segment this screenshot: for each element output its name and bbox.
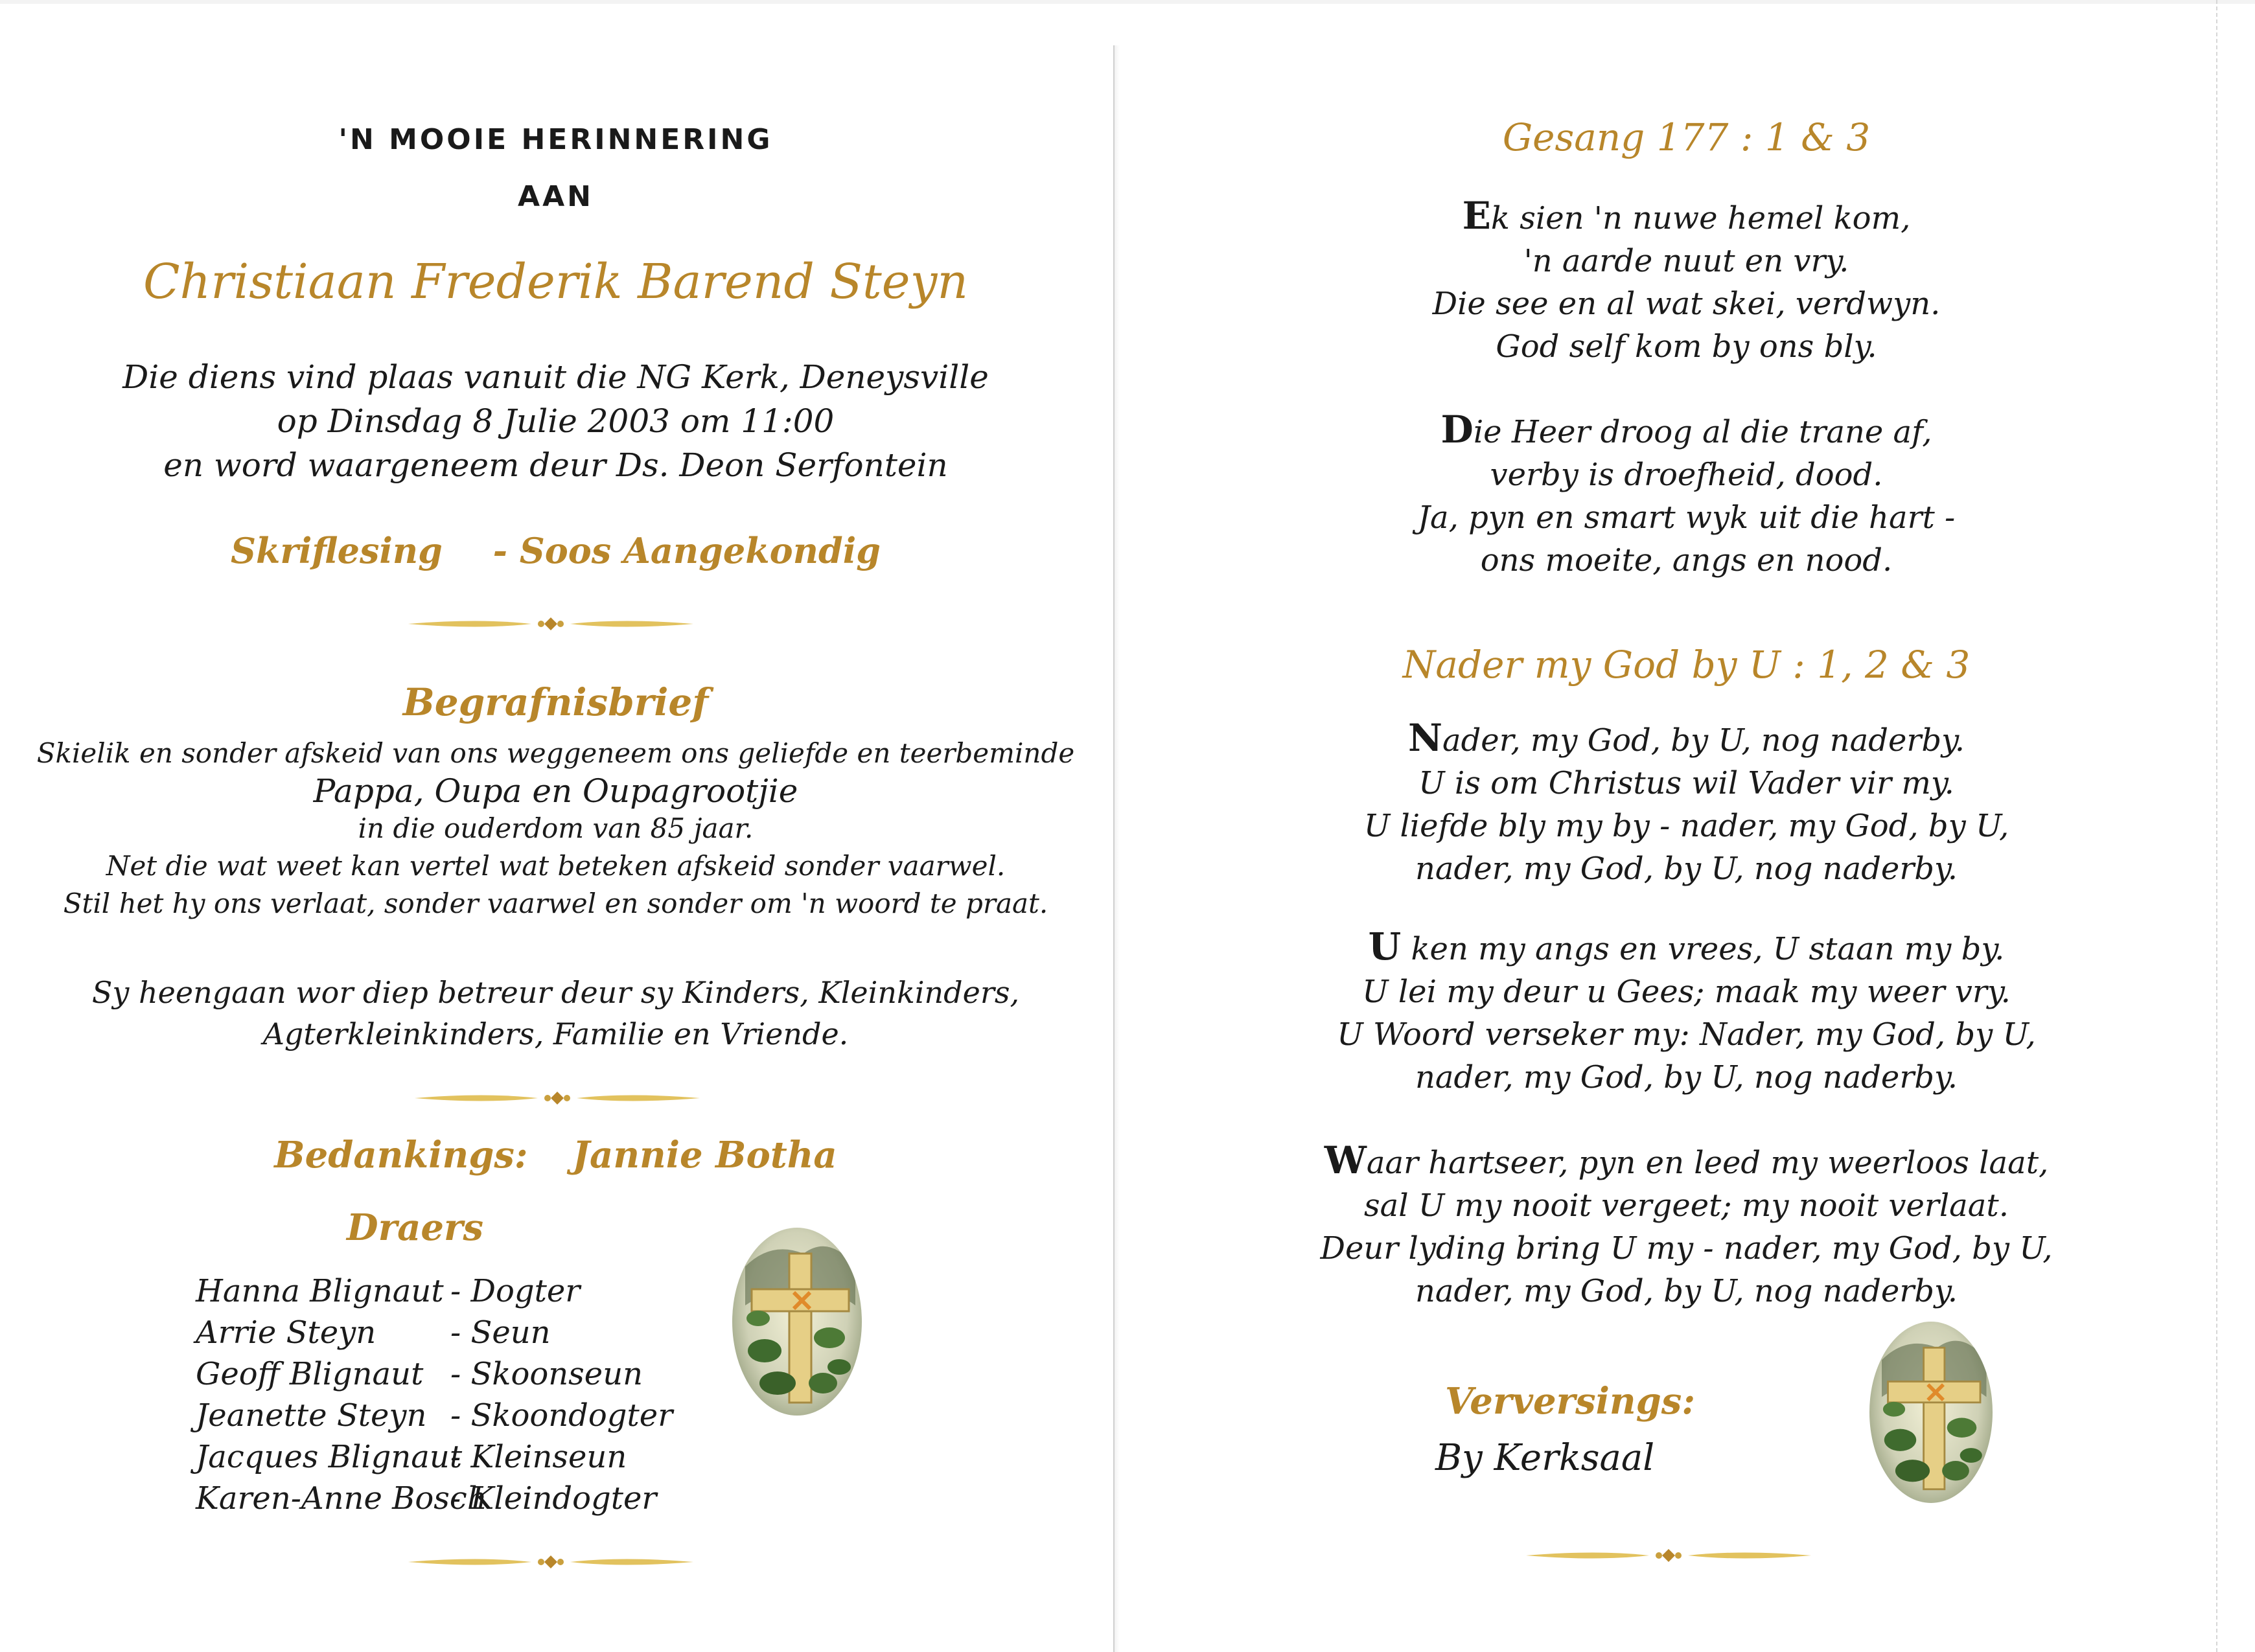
burial-line: Skielik en sonder afskeid van ons weggeneem ons geliefde en teerbeminde xyxy=(36,737,1075,769)
bearer-name: Jeanette Steyn xyxy=(196,1397,427,1434)
bearer-name: Geoff Blignaut xyxy=(196,1356,424,1392)
verse-line: U lei my deur u Gees; maak my weer vry. xyxy=(1362,974,2011,1010)
verse-line: sal U my nooit vergeet; my nooit verlaat. xyxy=(1364,1187,2009,1224)
cross-ivy-image xyxy=(1869,1322,1993,1503)
verse-line: aar hartseer, pyn en leed my weerloos laat, xyxy=(1366,1145,2049,1181)
verse-line: nader, my God, by U, nog naderby. xyxy=(1415,1059,1958,1096)
deckle-edge xyxy=(2216,0,2237,1652)
hymn1-title: Gesang 177 : 1 & 3 xyxy=(1502,115,1871,159)
verse-line: God self kom by ons bly. xyxy=(1496,328,1877,365)
gold-ornament-divider xyxy=(415,1090,700,1107)
verse-initial: W xyxy=(1324,1138,1367,1182)
verse-initial: D xyxy=(1440,407,1474,452)
burial-line: Net die wat weet kan vertel wat beteken afskeid sonder vaarwel. xyxy=(106,850,1006,882)
burial-letter-title: Begrafnisbrief xyxy=(402,680,709,724)
hymn2-verse-1 xyxy=(1118,717,2255,890)
gold-ornament-divider xyxy=(408,1554,693,1570)
hymn1-verse-2 xyxy=(1118,408,2255,582)
thanks-line xyxy=(0,1134,1111,1176)
verse-line: ader, my God, by U, nog naderby. xyxy=(1442,722,1965,759)
service-details xyxy=(0,355,1111,487)
scripture-label: Skriflesing xyxy=(231,530,443,571)
verse-line: k sien 'n nuwe hemel kom, xyxy=(1490,200,1911,236)
bearer-name: Arrie Steyn xyxy=(196,1314,376,1351)
cross-ivy-image xyxy=(732,1228,862,1416)
burial-line: in die ouderdom van 85 jaar. xyxy=(358,812,754,844)
verse-line: verby is droefheid, dood. xyxy=(1490,457,1883,493)
refreshments-title: Verversings: xyxy=(1445,1380,1695,1423)
bearer-role: - Kleindogter xyxy=(450,1480,657,1517)
gold-ornament-divider xyxy=(408,615,693,632)
bearer-role: - Skoonseun xyxy=(450,1356,643,1392)
burial-line: Pappa, Oupa en Oupagrootjie xyxy=(313,772,798,810)
verse-line: ie Heer droog al die trane af, xyxy=(1473,414,1932,450)
thanks-name: Jannie Botha xyxy=(572,1134,837,1176)
burial-line: Stil het hy ons verlaat, sonder vaarwel en sonder om 'n woord te praat. xyxy=(63,888,1048,919)
refreshments-location: By Kerksaal xyxy=(1435,1437,1655,1479)
verse-line: 'n aarde nuut en vry. xyxy=(1523,243,1849,279)
verse-initial: N xyxy=(1407,716,1442,760)
verse-line: nader, my God, by U, nog naderby. xyxy=(1415,1273,1958,1309)
hymn2-verse-2 xyxy=(1118,925,2255,1099)
bearer-name: Hanna Blignaut xyxy=(196,1273,444,1309)
bearer-name: Karen-Anne Bosch xyxy=(196,1480,487,1517)
service-line: en word waargeneem deur Ds. Deon Serfontein xyxy=(163,446,948,484)
bearers-title: Draers xyxy=(347,1206,484,1249)
verse-line: Ja, pyn en smart wyk uit die hart - xyxy=(1417,499,1956,536)
verse-line: Die see en al wat skei, verdwyn. xyxy=(1432,286,1941,322)
verse-line: U liefde bly my by - nader, my God, by U, xyxy=(1363,808,2009,844)
thanks-label: Bedankings: xyxy=(274,1134,528,1176)
bearer-role: - Kleinseun xyxy=(450,1439,627,1475)
verse-line: Deur lyding bring U my - nader, my God, by U, xyxy=(1320,1230,2053,1267)
verse-line: ons moeite, angs en nood. xyxy=(1480,542,1893,579)
left-page xyxy=(0,0,1111,1652)
service-line: Die diens vind plaas vanuit die NG Kerk, Deneysville xyxy=(122,358,989,396)
verse-initial: E xyxy=(1462,194,1491,238)
verse-line: U is om Christus wil Vader vir my. xyxy=(1418,765,1954,801)
verse-line: ken my angs en vrees, U staan my by. xyxy=(1401,931,2005,967)
heading-line-1: 'N MOOIE HERINNERING xyxy=(338,123,773,156)
deceased-name: Christiaan Frederik Barend Steyn xyxy=(143,254,969,310)
bearer-name: Jacques Blignaut xyxy=(196,1439,463,1475)
bearer-role: - Skoondogter xyxy=(450,1397,673,1434)
mourning-line: Agterkleinkinders, Familie en Vriende. xyxy=(262,1016,849,1051)
bearer-role: - Dogter xyxy=(450,1273,581,1309)
hymn2-verse-3 xyxy=(1118,1139,2255,1313)
mourning-line: Sy heengaan wor diep betreur deur sy Kinders, Kleinkinders, xyxy=(91,975,1020,1010)
verse-line: U Woord verseker my: Nader, my God, by U, xyxy=(1337,1016,2036,1053)
verse-initial: U xyxy=(1368,924,1402,969)
right-page xyxy=(1118,0,2255,1652)
gold-ornament-divider xyxy=(1526,1547,1811,1564)
hymn1-verse-1 xyxy=(1118,194,2255,368)
verse-line: nader, my God, by U, nog naderby. xyxy=(1415,851,1958,887)
service-line: op Dinsdag 8 Julie 2003 om 11:00 xyxy=(277,402,835,440)
mourning-text xyxy=(0,972,1111,1055)
burial-letter-text xyxy=(0,735,1111,923)
scripture-value: - Soos Aangekondig xyxy=(492,530,881,571)
bearer-role: - Seun xyxy=(450,1314,551,1351)
hymn2-title: Nader my God by U : 1, 2 & 3 xyxy=(1402,643,1971,687)
heading-line-2: AAN xyxy=(518,180,594,213)
scripture-reading xyxy=(0,530,1111,571)
